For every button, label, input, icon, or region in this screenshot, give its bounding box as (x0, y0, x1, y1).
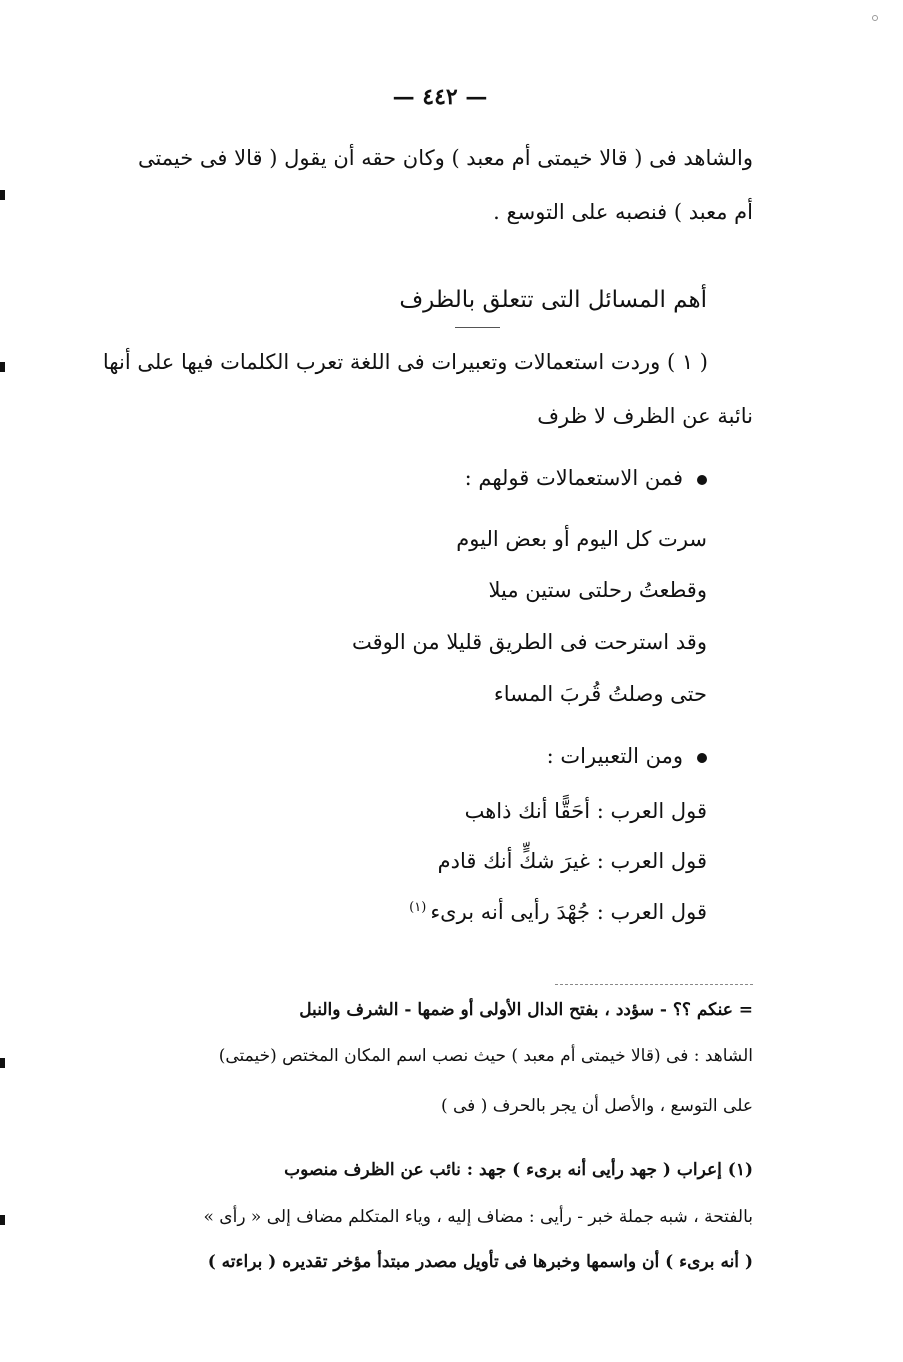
footnote-line-1: = عنكم ؟؟ - سؤدد ، بفتح الدال الأولى أو ضمها - الشرف والنبل (299, 1000, 753, 1020)
usage-item: حتى وصلتُ قُربَ المساء (493, 682, 707, 706)
bullet-icon (697, 475, 707, 485)
expression-item: قول العرب : غيرَ شكٍّ أنك قادم (437, 849, 707, 873)
paragraph-line-1: ( ١ ) وردت استعمالات وتعبيرات فى اللغة تعرب الكلمات فيها على أنها (102, 350, 708, 374)
footnote-line-3: على التوسع ، والأصل أن يجر بالحرف ( فى ) (440, 1096, 753, 1116)
footnote-line-5: بالفتحة ، شبه جملة خبر - رأيى : مضاف إليه ، وياء المتكلم مضاف إلى « رأى » (203, 1207, 753, 1227)
usage-item: سرت كل اليوم أو بعض اليوم (456, 527, 707, 551)
usage-item: وقد استرحت فى الطريق قليلا من الوقت (352, 630, 707, 654)
usages-header (465, 466, 707, 490)
scan-speck (872, 15, 878, 21)
expression-item: قول العرب : أحَقًّا أنك ذاهب (464, 799, 707, 823)
binding-mark (0, 1058, 5, 1068)
expression-item (409, 900, 707, 924)
footnote-line-4: (١) إعراب ( جهد رأيى أنه برىء ) جهد : نائب عن الظرف منصوب (284, 1160, 753, 1180)
intro-line-1: والشاهد فى ( قالا خيمتى أم معبد ) وكان حقه أن يقول ( قالا فى خيمتى (137, 146, 753, 170)
section-heading: أهم المسائل التى تتعلق بالظرف (399, 287, 707, 313)
binding-mark (0, 362, 5, 372)
intro-line-2: أم معبد ) فنصبه على التوسع . (493, 200, 753, 224)
binding-mark (0, 1215, 5, 1225)
expressions-header-text: ومن التعبيرات : (546, 744, 683, 768)
footnote-line-2: الشاهد : فى (قالا خيمتى أم معبد ) حيث نصب اسم المكان المختص (خيمتى) (218, 1046, 753, 1066)
footnote-marker: (١) (409, 900, 427, 915)
usages-header-text: فمن الاستعمالات قولهم : (464, 466, 683, 490)
bullet-icon (697, 753, 707, 763)
usage-item: وقطعتُ رحلتى ستين ميلا (488, 578, 707, 602)
footnote-line-6: ( أنه برىء ) أن واسمها وخبرها فى تأويل مصدر مبتدأ مؤخر تقديره ( براءته ) (207, 1252, 753, 1272)
expressions-header (547, 744, 707, 768)
paragraph-line-2: نائبة عن الظرف لا ظرف (537, 404, 753, 428)
binding-mark (0, 190, 5, 200)
footnote-separator (555, 984, 753, 985)
expression-text: قول العرب : جُهْدَ رأيى أنه برىء (430, 900, 707, 924)
page-number: — ٤٤٢ — (392, 84, 488, 110)
heading-underline (455, 327, 500, 328)
